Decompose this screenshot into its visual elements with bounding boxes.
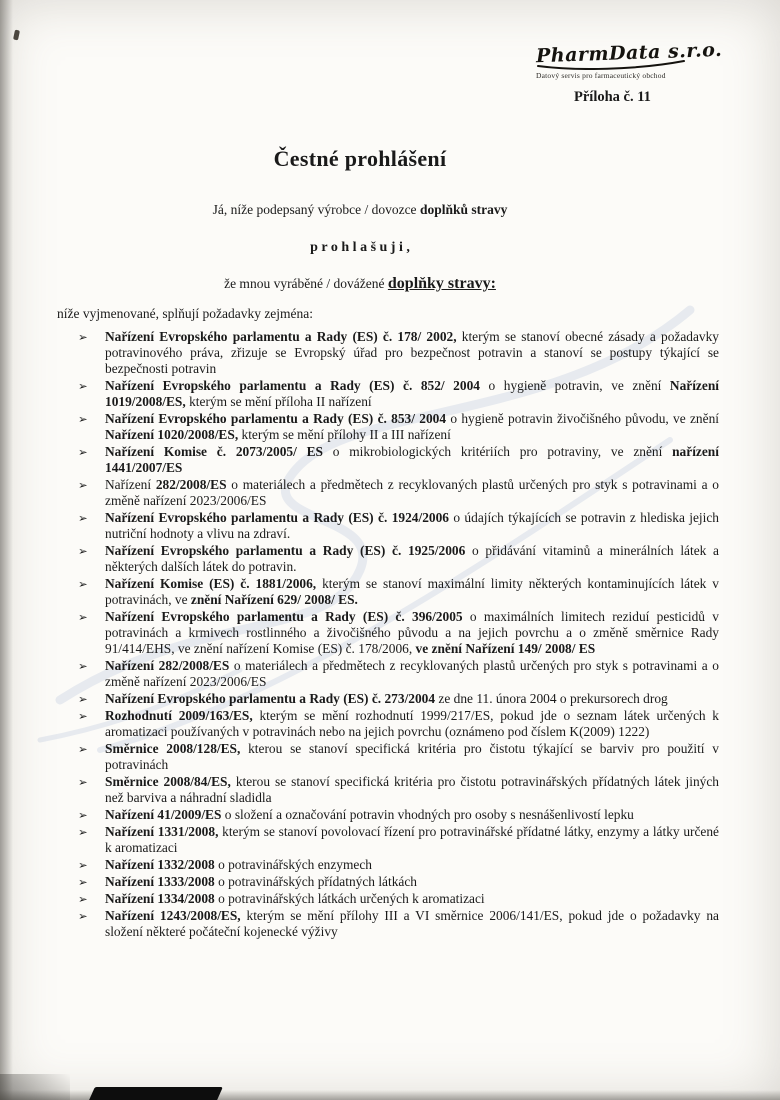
pharmdata-logo	[535, 38, 726, 70]
arrow-bullet-icon: ➢	[78, 445, 88, 459]
arrow-bullet-icon: ➢	[78, 858, 88, 872]
scan-corner-shadow-artifact	[0, 1074, 70, 1100]
intro-line-1	[0, 202, 720, 218]
list-item-text: Nařízení Komise č. 2073/2005/ ES o mikrobiologických kritériích pro potraviny, ve znění nařízení 1441/2007/ES	[105, 444, 719, 475]
arrow-bullet-icon: ➢	[78, 709, 88, 723]
list-item-text: Nařízení 1332/2008 o potravinářských enzymech	[105, 857, 372, 872]
list-item	[57, 444, 719, 476]
list-item	[57, 708, 719, 740]
arrow-bullet-icon: ➢	[78, 892, 88, 906]
list-item	[57, 741, 719, 773]
list-item-text: Nařízení 282/2008/ES o materiálech a předmětech z recyklovaných plastů určených pro styk s potravinami a o změně nařízení 2023/2006/ES	[105, 658, 719, 689]
list-item	[57, 824, 719, 856]
arrow-bullet-icon: ➢	[78, 775, 88, 789]
arrow-bullet-icon: ➢	[78, 808, 88, 822]
list-item-text: Nařízení Evropského parlamentu a Rady (ES) č. 1925/2006 o přidávání vitaminů a minerálních látek a některých dalších látek do potravin.	[105, 543, 719, 574]
list-item	[57, 609, 719, 657]
list-item	[57, 510, 719, 542]
regulation-list	[57, 329, 719, 940]
list-item-text: Nařízení Evropského parlamentu a Rady (ES) č. 1924/2006 o údajích týkajících se potravin z hlediska jejich nutriční hodnoty a vlivu na zdraví.	[105, 510, 720, 541]
arrow-bullet-icon: ➢	[78, 478, 88, 492]
document-body	[57, 306, 719, 941]
list-item	[57, 874, 719, 890]
list-item-text: Nařízení Evropského parlamentu a Rady (ES) č. 178/ 2002, kterým se stanoví obecné zásady a požadavky potravinového práva, zřizuje se Evropský úřad pro bezpečnost potravin a stanoví se postupy týkající se bezpečnosti potravin	[105, 329, 719, 376]
list-item	[57, 857, 719, 873]
intro-line-3	[0, 275, 720, 293]
arrow-bullet-icon: ➢	[78, 909, 88, 923]
intro-line-1-bold: doplňků stravy	[419, 202, 508, 217]
lead-line: níže vyjmenované, splňují požadavky zejména:	[57, 306, 314, 321]
list-item	[57, 477, 719, 509]
list-item	[57, 329, 719, 377]
list-item-text: Nařízení Evropského parlamentu a Rady (ES) č. 853/ 2004 o hygieně potravin živočišného původu, ve znění Nařízení 1020/2008/ES, kterým se mění přílohy II a III nařízení	[105, 411, 719, 442]
list-item	[57, 576, 719, 608]
arrow-bullet-icon: ➢	[78, 659, 88, 673]
arrow-bullet-icon: ➢	[78, 875, 88, 889]
list-item-text: Rozhodnutí 2009/163/ES, kterým se mění rozhodnutí 1999/217/ES, pokud jde o seznam látek určených k aromatizaci používaných v potravinách nebo na jejich povrchu (oznámeno pod číslem K(2009) 1222)	[105, 708, 719, 739]
list-item	[57, 807, 719, 823]
list-item-text: Nařízení 1243/2008/ES, kterým se mění přílohy III a VI směrnice 2006/141/ES, pokud jde o požadavky na složení některé počáteční kojenecké výživy	[105, 908, 719, 939]
list-item-text: Směrnice 2008/128/ES, kterou se stanoví specifická kritéria pro čistotu týkající se barviv pro použití v potravinách	[105, 741, 719, 772]
list-item	[57, 908, 719, 940]
list-item-text: Nařízení Evropského parlamentu a Rady (ES) č. 852/ 2004 o hygieně potravin, ve znění Nařízení 1019/2008/ES, kterým se mění příloha II nařízení	[105, 378, 719, 409]
arrow-bullet-icon: ➢	[78, 379, 88, 393]
arrow-bullet-icon: ➢	[78, 610, 88, 624]
scan-speck-artifact	[13, 30, 20, 41]
declaration-word: p r o h l a š u j i ,	[310, 240, 410, 255]
list-item-text: Nařízení 1334/2008 o potravinářských látkách určených k aromatizaci	[105, 891, 485, 906]
logo-tagline: Datový servis pro farmaceutický obchod	[536, 71, 666, 80]
arrow-bullet-icon: ➢	[78, 544, 88, 558]
list-item-text: Nařízení Evropského parlamentu a Rady (ES) č. 273/2004 ze dne 11. února 2004 o prekursorech drog	[105, 691, 668, 706]
arrow-bullet-icon: ➢	[78, 825, 88, 839]
list-item	[57, 378, 719, 410]
list-item	[57, 543, 719, 575]
letterhead	[535, 38, 726, 106]
arrow-bullet-icon: ➢	[78, 511, 88, 525]
intro-line-3-bold-underlined: doplňky stravy:	[387, 275, 496, 292]
document-title: Čestné prohlášení	[273, 146, 447, 171]
scan-blotch-artifact	[89, 1087, 223, 1100]
list-item-text: Nařízení Evropského parlamentu a Rady (ES) č. 396/2005 o maximálních limitech reziduí pesticidů v potravinách a krmivech rostlinného a živočišného původu a na jejich povrchu a o změně směrnice Rady 91/414/EHS, ve znění nařízení Komise (ES) č. 178/2006, ve znění Nařízení 149/ 2008/ ES	[105, 609, 719, 656]
list-item-text: Nařízení 1333/2008 o potravinářských přídatných látkách	[105, 874, 417, 889]
list-item-text: Nařízení Komise (ES) č. 1881/2006, kterým se stanoví maximální limity některých kontaminujících látek v potravinách, ve znění Nařízení 629/ 2008/ ES.	[105, 576, 719, 607]
arrow-bullet-icon: ➢	[78, 330, 88, 344]
arrow-bullet-icon: ➢	[78, 412, 88, 426]
intro-line-3-text: že mnou vyráběné / dovážené	[224, 276, 388, 291]
list-item	[57, 691, 719, 707]
list-item-text: Nařízení 1331/2008, kterým se stanoví povolovací řízení pro potravinářské přídatné látky, enzymy a látky určené k aromatizaci	[105, 824, 719, 855]
list-item	[57, 774, 719, 806]
logo-text: PharmData s.r.o.	[535, 38, 723, 68]
arrow-bullet-icon: ➢	[78, 742, 88, 756]
list-item	[57, 891, 719, 907]
list-item-text: Nařízení 41/2009/ES o složení a označování potravin vhodných pro osoby s nesnášenlivostí lepku	[105, 807, 634, 822]
arrow-bullet-icon: ➢	[78, 692, 88, 706]
list-item	[57, 658, 719, 690]
intro-line-1-text: Já, níže podepsaný výrobce / dovozce	[212, 202, 420, 217]
list-item-text: Směrnice 2008/84/ES, kterou se stanoví specifická kritéria pro čistotu potravinářských přídatných látek jiných než barviva a náhradní sladidla	[105, 774, 720, 805]
arrow-bullet-icon: ➢	[78, 577, 88, 591]
attachment-label: Příloha č. 11	[574, 89, 651, 105]
list-item	[57, 411, 719, 443]
list-item-text: Nařízení 282/2008/ES o materiálech a předmětech z recyklovaných plastů určených pro styk s potravinami a o změně nařízení 2023/2006/ES	[105, 477, 719, 508]
